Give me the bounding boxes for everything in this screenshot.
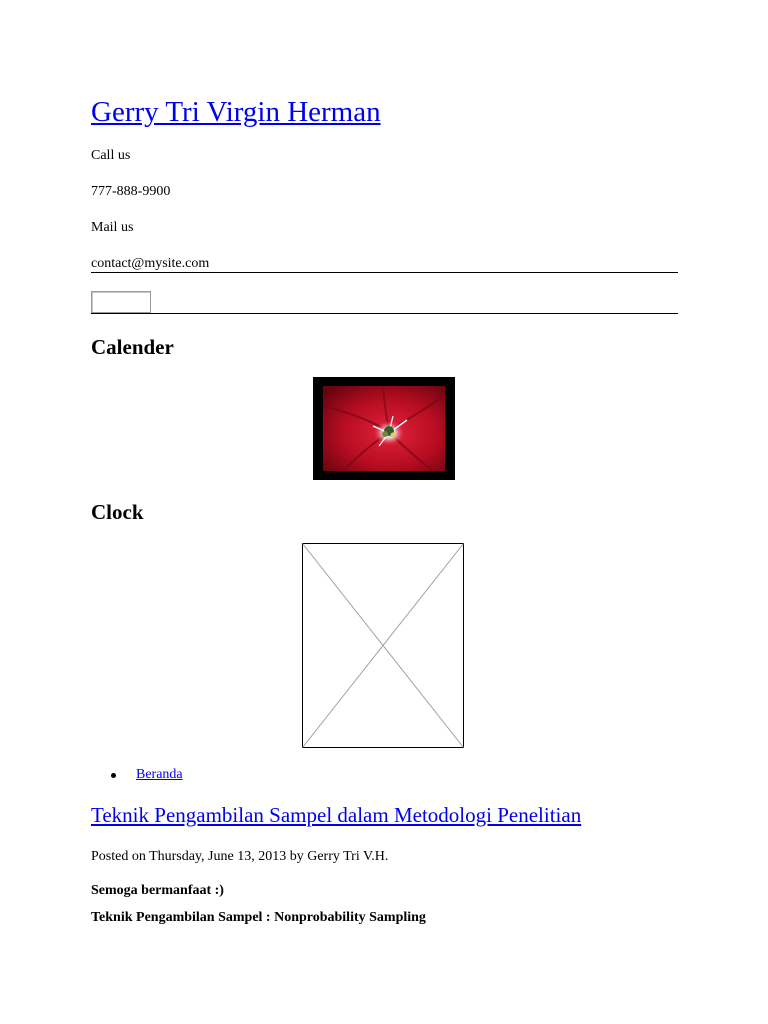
post-meta: Posted on Thursday, June 13, 2013 by Gerry Tri V.H.: [91, 849, 389, 864]
site-title-link[interactable]: Gerry Tri Virgin Herman: [91, 96, 381, 128]
nav-item-beranda: [91, 765, 183, 785]
post-line-1: Semoga bermanfaat :): [91, 883, 224, 898]
phone-number: 777-888-9900: [91, 184, 171, 199]
clock-widget-title: Clock: [91, 500, 144, 524]
email-address: contact@mysite.com: [91, 256, 210, 271]
nav-link-beranda[interactable]: Beranda: [136, 767, 183, 782]
divider-top: [91, 272, 678, 273]
broken-image-placeholder: [302, 543, 464, 748]
red-flower-image: [323, 386, 445, 471]
mail-us-label: Mail us: [91, 220, 134, 235]
post-title: [91, 801, 581, 829]
site-title: [91, 94, 381, 130]
clock-widget-image: [302, 543, 464, 748]
post-title-link[interactable]: Teknik Pengambilan Sampel dalam Metodologi Penelitian: [91, 803, 582, 827]
search-input[interactable]: [91, 291, 151, 313]
post-line-2: Teknik Pengambilan Sampel : Nonprobability Sampling: [91, 910, 426, 925]
divider-bottom: [91, 313, 678, 314]
call-us-label: Call us: [91, 148, 131, 163]
calendar-widget-title: Calender: [91, 335, 174, 359]
main-nav: [91, 765, 183, 785]
calendar-image: [313, 377, 455, 480]
